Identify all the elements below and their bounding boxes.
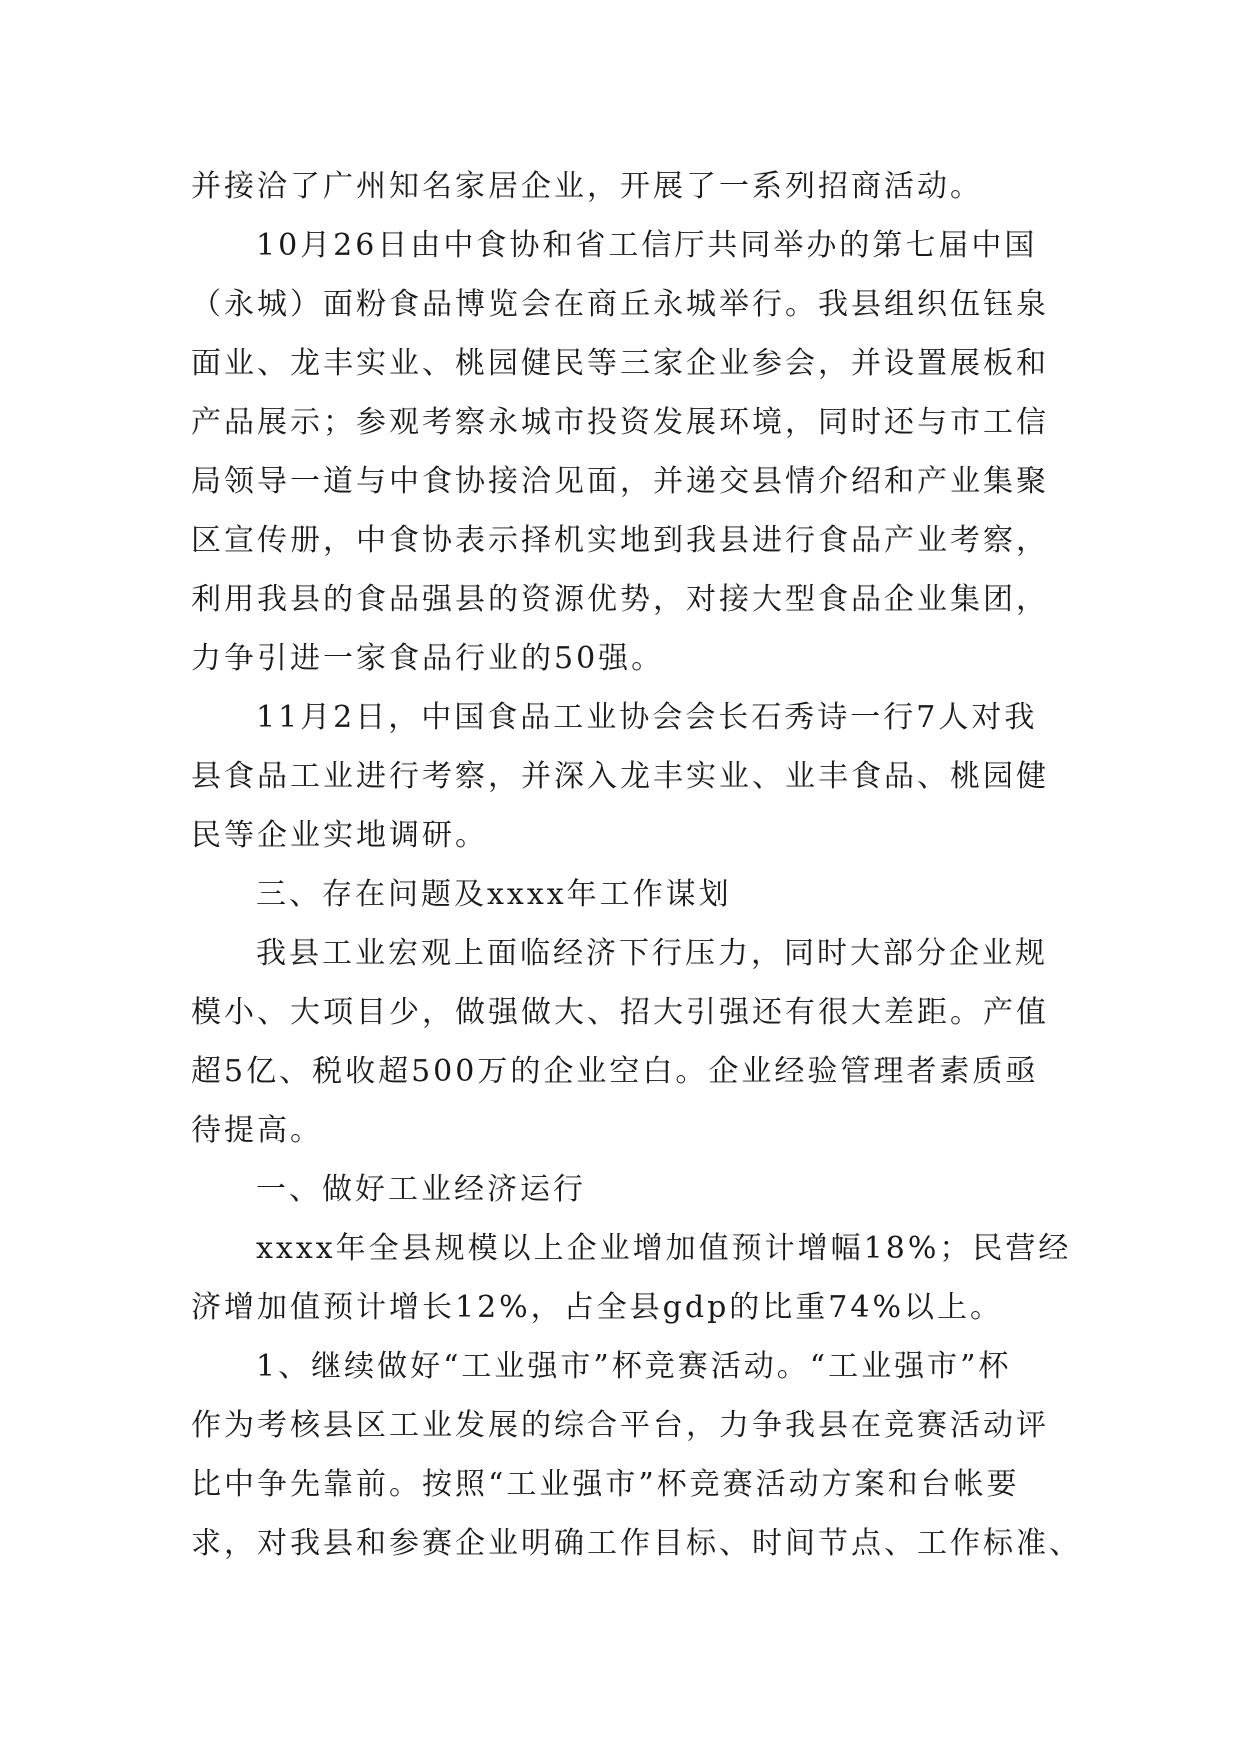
- paragraph-first-line: 我县工业宏观上面临经济下行压力，同时大部分企业规: [256, 936, 1048, 971]
- text-line: （永城）面粉食品博览会在商丘永城举行。我县组织伍钰泉: [191, 287, 1049, 322]
- text-line: 比中争先靠前。按照“工业强市”杯竞赛活动方案和台帐要: [191, 1467, 1020, 1502]
- text-line: 待提高。: [191, 1113, 323, 1148]
- text-line: 并接洽了广州知名家居企业，开展了一系列招商活动。: [191, 169, 983, 204]
- text-line: 求，对我县和参赛企业明确工作目标、时间节点、工作标准、: [191, 1526, 1082, 1561]
- document-body: [191, 157, 1082, 1573]
- text-line: 面业、龙丰实业、桃园健民等三家企业参会，并设置展板和: [191, 346, 1049, 381]
- section-heading: 一、做好工业经济运行: [256, 1172, 586, 1207]
- text-line: 区宣传册，中食协表示择机实地到我县进行食品产业考察，: [191, 523, 1049, 558]
- text-line: 县食品工业进行考察，并深入龙丰实业、业丰食品、桃园健: [191, 759, 1049, 794]
- section-heading: 三、存在问题及xxxx年工作谋划: [256, 877, 732, 912]
- text-line: 作为考核县区工业发展的综合平台，力争我县在竞赛活动评: [191, 1408, 1049, 1443]
- paragraph-first-line: 1、继续做好“工业强市”杯竞赛活动。“工业强市”杯: [256, 1349, 1012, 1384]
- paragraph-first-line: 10月26日由中食协和省工信厅共同举办的第七届中国: [256, 228, 1038, 263]
- text-line: 利用我县的食品强县的资源优势，对接大型食品企业集团，: [191, 582, 1049, 617]
- paragraph-first-line: xxxx年全县规模以上企业增加值预计增幅18%；民营经: [256, 1231, 1072, 1266]
- text-line: 民等企业实地调研。: [191, 818, 488, 853]
- text-line: 超5亿、税收超500万的企业空白。企业经验管理者素质亟: [191, 1054, 1039, 1089]
- text-line: 产品展示；参观考察永城市投资发展环境，同时还与市工信: [191, 405, 1049, 440]
- paragraph-first-line: 11月2日，中国食品工业协会会长石秀诗一行7人对我: [256, 700, 1038, 735]
- text-line: 济增加值预计增长12%，占全县gdp的比重74%以上。: [191, 1290, 1003, 1325]
- text-line: 局领导一道与中食协接洽见面，并递交县情介绍和产业集聚: [191, 464, 1049, 499]
- text-line: 模小、大项目少，做强做大、招大引强还有很大差距。产值: [191, 995, 1049, 1030]
- text-line: 力争引进一家食品行业的50强。: [191, 641, 665, 676]
